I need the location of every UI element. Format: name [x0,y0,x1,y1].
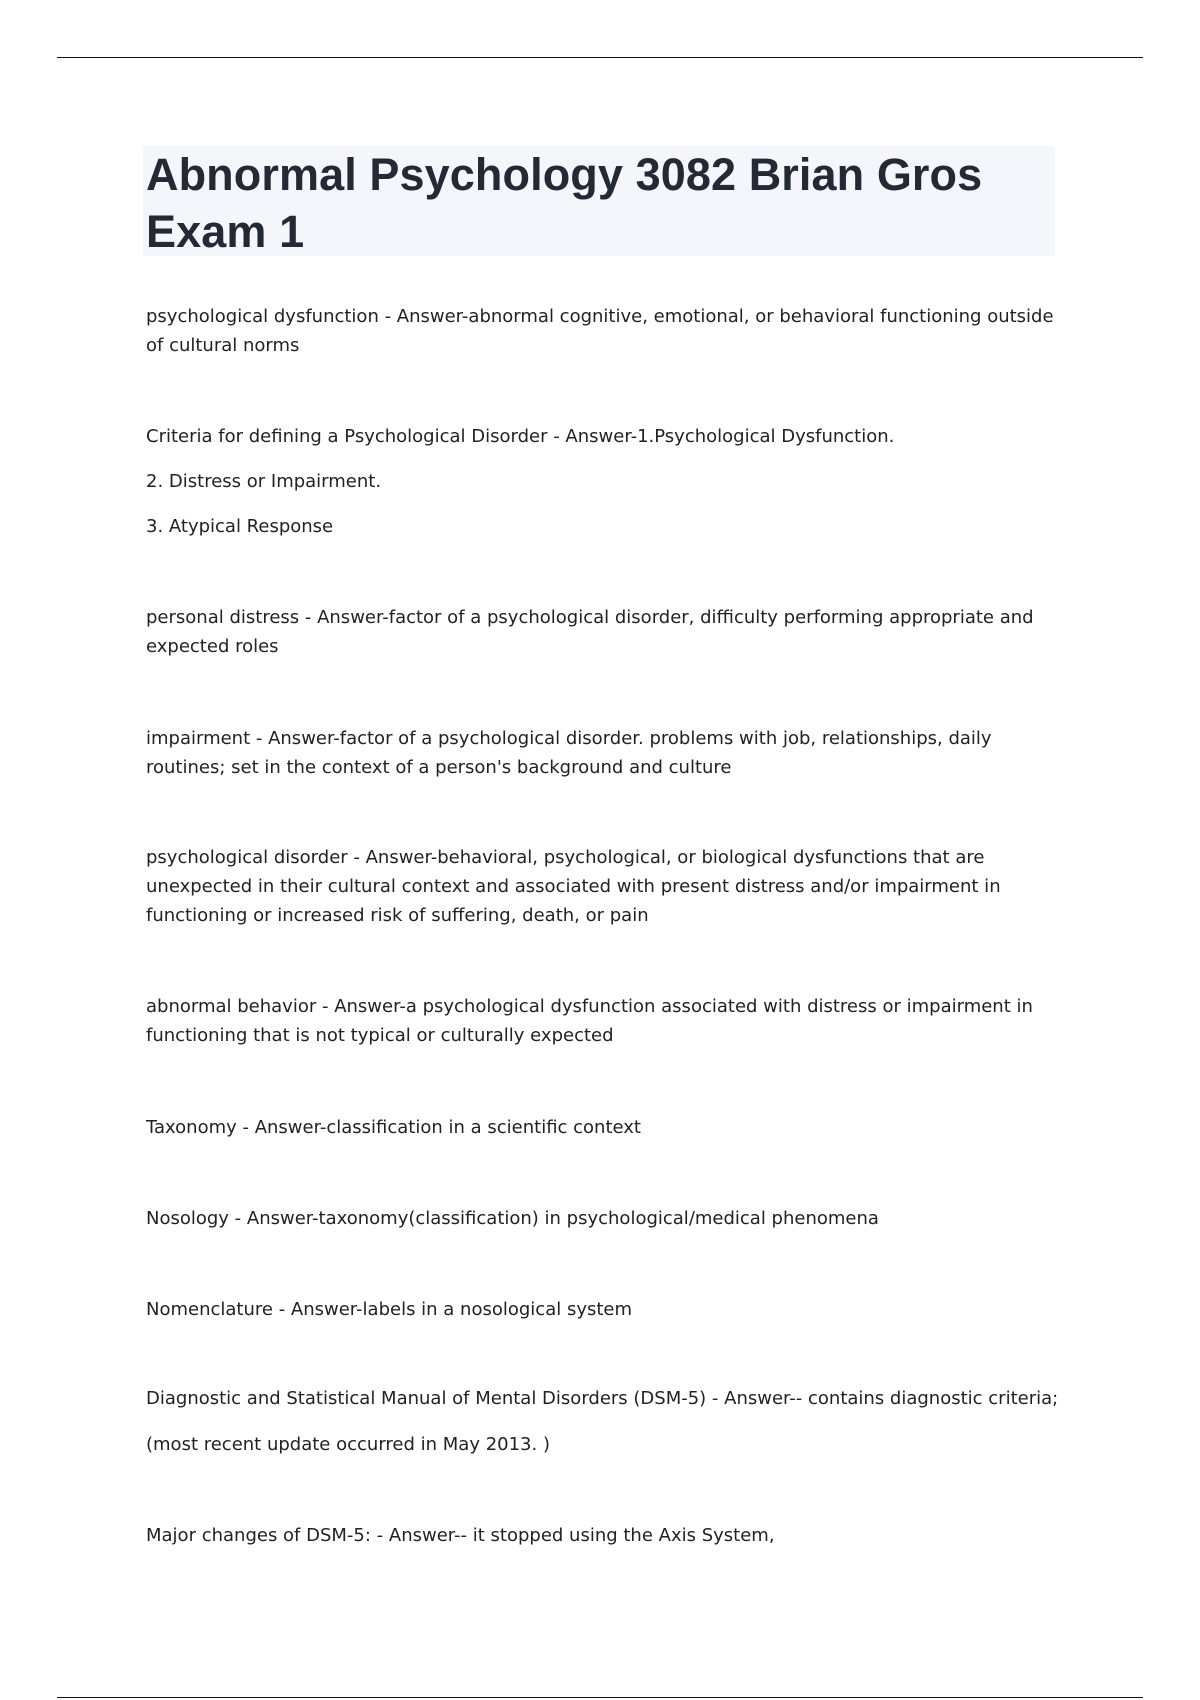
entry-dsm5-update: (most recent update occurred in May 2013. ) [146,1434,550,1455]
entry-psychological-disorder: psychological disorder - Answer-behavioral, psychological, or biological dysfunctions that are unexpected in their cultural context and associated with present distress and/or impairment in functioning or increased risk of suffering, death, or pain [146,847,1001,926]
entry-psychological-dysfunction: psychological dysfunction - Answer-abnormal cognitive, emotional, or behavioral functioning outside of cultural norms [146,306,1054,356]
entry-personal-distress: personal distress - Answer-factor of a psychological disorder, difficulty performing appropriate and expected roles [146,607,1034,657]
entry-taxonomy: Taxonomy - Answer-classification in a scientific context [146,1117,641,1138]
document-title: Abnormal Psychology 3082 Brian Gros Exam 1 [146,149,983,257]
entry-impairment: impairment - Answer-factor of a psychological disorder. problems with job, relationships, daily routines; set in the context of a person's background and culture [146,728,992,778]
entry-nosology: Nosology - Answer-taxonomy(classification) in psychological/medical phenomena [146,1208,879,1229]
entry-dsm5: Diagnostic and Statistical Manual of Mental Disorders (DSM-5) - Answer-- contains diagnostic criteria; [146,1388,1059,1409]
bottom-rule [57,1697,1143,1698]
top-rule [57,57,1143,58]
entry-dsm5-major-changes: Major changes of DSM-5: - Answer-- it stopped using the Axis System, [146,1525,775,1546]
entry-criteria-disorder: Criteria for defining a Psychological Disorder - Answer-1.Psychological Dysfunction. [146,426,895,447]
entry-criteria-item-3: 3. Atypical Response [146,516,334,537]
entry-criteria-item-2: 2. Distress or Impairment. [146,471,382,492]
entry-nomenclature: Nomenclature - Answer-labels in a nosological system [146,1299,633,1320]
entry-abnormal-behavior: abnormal behavior - Answer-a psychological dysfunction associated with distress or impairment in functioning that is not typical or culturally expected [146,996,1033,1046]
